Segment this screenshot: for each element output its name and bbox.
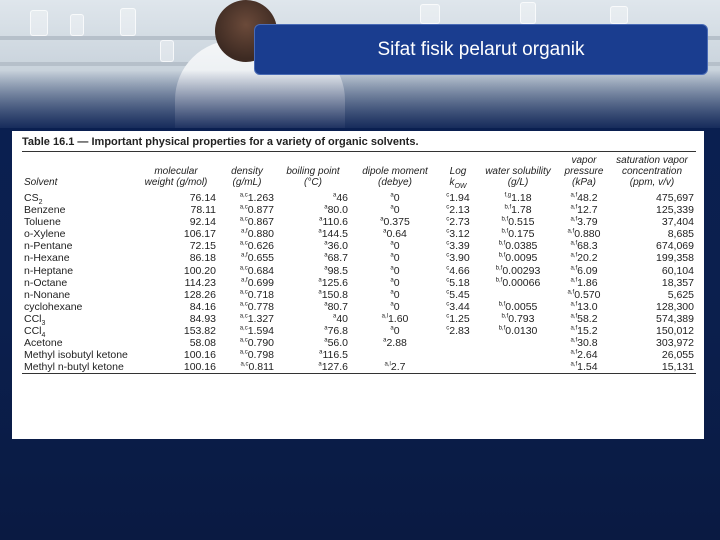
- cell-log-kow: $^c$2.73: [446, 216, 470, 229]
- cell-molecular-weight: 72.15: [189, 240, 216, 253]
- cell-saturation-vapor: 128,300: [656, 300, 694, 313]
- cell-molecular-weight: 76.14: [189, 192, 216, 204]
- cell-water-solubility: [476, 289, 560, 301]
- table-row: [22, 277, 696, 289]
- col-header-log-kow: Log $k_{OW}$: [449, 166, 467, 190]
- cell-dipole-moment: $^a$0.64: [383, 228, 407, 241]
- cell-boiling-point: $^a$110.6: [319, 216, 348, 229]
- table-row: [22, 216, 696, 228]
- cell-solvent: o-Xylene: [24, 228, 66, 241]
- cell-boiling-point: $^a$36.0: [324, 240, 348, 253]
- cell-solvent: Benzene: [24, 204, 66, 217]
- col-header-water-solubility: water solubility (g/L): [485, 166, 551, 188]
- cell-molecular-weight: 106.17: [183, 228, 216, 241]
- solvent-table: [22, 152, 696, 373]
- cell-dipole-moment: $^a$0.375: [380, 216, 410, 229]
- table-row: [22, 265, 696, 277]
- cell-water-solubility: $^{b,f}$0.0385: [498, 240, 538, 253]
- cell-log-kow: $^c$4.66: [446, 264, 470, 277]
- cell-log-kow: $^c$5.45: [446, 288, 470, 301]
- col-header-dipole-moment: dipole moment (debye): [362, 166, 428, 188]
- cell-vapor-pressure: $^{a,f}$2.64: [570, 349, 598, 362]
- cell-log-kow: [440, 361, 476, 373]
- cell-molecular-weight: 100.16: [183, 349, 216, 362]
- col-header-saturation-vapor: saturation vapor concentration (ppm, v/v): [616, 155, 688, 188]
- cell-density: $^{a,c}$0.718: [239, 288, 274, 301]
- cell-water-solubility: $^{b,f}$0.00066: [495, 276, 541, 289]
- cell-molecular-weight: 78.11: [190, 204, 216, 217]
- cell-log-kow: $^c$1.25: [446, 312, 470, 325]
- cell-density: $^{a,c}$1.263: [239, 192, 274, 204]
- cell-molecular-weight: 58.08: [189, 337, 216, 350]
- col-header-molecular-weight: molecular weight (g/mol): [144, 166, 208, 188]
- cell-molecular-weight: 100.20: [183, 264, 216, 277]
- col-header-solvent: Solvent: [24, 177, 58, 188]
- cell-density: $^{a,c}$0.811: [240, 361, 274, 374]
- cell-vapor-pressure: $^{a,f}$0.570: [567, 288, 601, 301]
- cell-dipole-moment: $^a$0: [390, 240, 400, 253]
- cell-dipole-moment: $^a$0: [390, 288, 400, 301]
- col-header-vapor-pressure: vapor pressure (kPa): [564, 155, 604, 188]
- table-figure: [12, 131, 704, 439]
- table-row: [22, 361, 696, 373]
- cell-vapor-pressure: $^{a,f}$20.2: [570, 252, 598, 265]
- cell-density: $^{a,f}$0.880: [241, 228, 274, 241]
- cell-saturation-vapor: 674,069: [656, 240, 694, 253]
- cell-vapor-pressure: $^{a,f}$48.2: [570, 192, 598, 204]
- lab-bottle: [520, 2, 536, 24]
- cell-log-kow: $^c$3.90: [446, 252, 470, 265]
- cell-boiling-point: $^a$68.7: [324, 252, 348, 265]
- cell-log-kow: $^c$5.18: [446, 276, 470, 289]
- cell-vapor-pressure: $^{a,f}$30.8: [570, 337, 598, 350]
- cell-water-solubility: $^{f,g}$1.18: [504, 192, 532, 204]
- table-row: [22, 289, 696, 301]
- cell-density: $^{a,c}$0.867: [239, 216, 274, 229]
- cell-vapor-pressure: $^{a,f}$1.86: [570, 276, 598, 289]
- cell-saturation-vapor: 26,055: [661, 349, 694, 362]
- cell-solvent: Acetone: [24, 337, 63, 350]
- cell-molecular-weight: 153.82: [183, 325, 216, 338]
- cell-water-solubility: $^{b,f}$0.515: [501, 216, 535, 229]
- cell-log-kow: $^c$3.44: [446, 300, 470, 313]
- photo-fade: [0, 70, 720, 128]
- table-body: [22, 192, 696, 373]
- cell-solvent: n-Heptane: [24, 264, 74, 277]
- cell-density: $^{a,c}$0.798: [239, 349, 274, 362]
- lab-bottle: [70, 14, 84, 36]
- col-header-boiling-point: boiling point (°C): [286, 166, 340, 188]
- cell-water-solubility: $^{b,f}$0.0130: [498, 325, 538, 338]
- cell-log-kow: $^c$3.39: [446, 240, 470, 253]
- cell-boiling-point: $^a$80.7: [324, 300, 348, 313]
- lab-bottle: [610, 6, 628, 24]
- slide-lower-area: [0, 440, 720, 540]
- cell-solvent: CCl$_3$: [24, 312, 46, 328]
- cell-molecular-weight: 128.26: [183, 288, 216, 301]
- lab-bottle: [120, 8, 136, 36]
- cell-dipole-moment: $^a$0: [390, 325, 400, 338]
- cell-boiling-point: $^a$40: [332, 312, 348, 325]
- cell-log-kow: $^c$3.12: [446, 228, 470, 241]
- cell-vapor-pressure: $^{a,f}$15.2: [570, 325, 598, 338]
- table-row: [22, 349, 696, 361]
- cell-solvent: n-Pentane: [24, 240, 73, 253]
- cell-water-solubility: $^{b,f}$0.0095: [498, 252, 538, 265]
- cell-solvent: Toluene: [24, 216, 61, 229]
- table-row: [22, 240, 696, 252]
- cell-molecular-weight: 100.16: [183, 361, 216, 374]
- cell-boiling-point: $^a$125.6: [318, 276, 348, 289]
- cell-density: $^{a,c}$0.684: [239, 264, 274, 277]
- cell-saturation-vapor: 60,104: [661, 264, 694, 277]
- lab-bottle: [30, 10, 48, 36]
- cell-saturation-vapor: 574,389: [656, 312, 694, 325]
- cell-boiling-point: $^a$98.5: [324, 264, 348, 277]
- cell-boiling-point: $^a$144.5: [318, 228, 348, 241]
- cell-density: $^{a,c}$1.327: [239, 312, 274, 325]
- table-caption: Table 16.1 — Important physical properties for a variety of organic solvents.: [22, 136, 419, 148]
- cell-log-kow: $^c$2.83: [446, 325, 470, 338]
- cell-molecular-weight: 92.14: [189, 216, 216, 229]
- cell-vapor-pressure: $^{a,f}$0.880: [567, 228, 601, 241]
- cell-density: $^{a,c}$1.594: [239, 325, 274, 338]
- cell-density: $^{a,c}$0.626: [239, 240, 274, 253]
- table-row: [22, 252, 696, 264]
- cell-vapor-pressure: $^{a,f}$68.3: [570, 240, 598, 253]
- cell-solvent: n-Octane: [24, 276, 68, 289]
- cell-molecular-weight: 114.23: [184, 276, 216, 289]
- cell-dipole-moment: $^a$0: [390, 300, 400, 313]
- cell-dipole-moment: $^a$0: [390, 192, 400, 204]
- table-rule-bottom: [22, 373, 696, 374]
- cell-density: $^{a,c}$0.877: [239, 204, 274, 217]
- cell-saturation-vapor: 475,697: [656, 192, 694, 204]
- lab-bottle: [160, 40, 174, 62]
- cell-saturation-vapor: 150,012: [656, 325, 694, 338]
- slide-title: Sifat fisik pelarut organik: [377, 38, 585, 60]
- cell-density: $^{a,c}$0.790: [239, 337, 274, 350]
- cell-solvent: CCl$_4$: [24, 325, 46, 340]
- title-box: [254, 24, 708, 75]
- cell-water-solubility: $^{b,f}$0.793: [501, 312, 535, 325]
- cell-boiling-point: $^a$46: [332, 192, 348, 204]
- cell-saturation-vapor: 37,404: [661, 216, 694, 229]
- cell-solvent: $CS_2$: [24, 192, 43, 207]
- col-header-density: density (g/mL): [231, 166, 263, 188]
- cell-saturation-vapor: 199,358: [656, 252, 694, 265]
- cell-vapor-pressure: $^{a,f}$6.09: [570, 264, 598, 277]
- cell-solvent: Methyl isobutyl ketone: [24, 349, 128, 362]
- cell-log-kow: $^c$2.13: [446, 204, 470, 217]
- cell-dipole-moment: $^a$0: [390, 204, 400, 217]
- cell-saturation-vapor: 15,131: [661, 361, 694, 374]
- cell-boiling-point: $^a$127.6: [318, 361, 348, 374]
- table-row: [22, 204, 696, 216]
- cell-log-kow: [440, 349, 476, 361]
- table-row: [22, 325, 696, 337]
- table-row: [22, 301, 696, 313]
- cell-water-solubility: $^{b,f}$1.78: [504, 204, 532, 217]
- table-row: [22, 313, 696, 325]
- cell-solvent: Methyl n-butyl ketone: [24, 361, 124, 374]
- cell-dipole-moment: [350, 349, 440, 361]
- cell-saturation-vapor: 8,685: [667, 228, 694, 241]
- cell-log-kow: $^c$1.94: [446, 192, 470, 204]
- cell-boiling-point: $^a$76.8: [324, 325, 348, 338]
- cell-saturation-vapor: 5,625: [667, 288, 694, 301]
- cell-vapor-pressure: $^{a,f}$58.2: [570, 312, 598, 325]
- cell-dipole-moment: $^{a,l}$1.60: [381, 312, 409, 325]
- cell-boiling-point: $^a$150.8: [318, 288, 348, 301]
- table-header-row: [22, 152, 696, 192]
- cell-solvent: cyclohexane: [24, 300, 83, 313]
- cell-vapor-pressure: $^{a,f}$3.79: [570, 216, 598, 229]
- cell-log-kow: [440, 337, 476, 349]
- cell-water-solubility: [476, 349, 560, 361]
- cell-water-solubility: [476, 337, 560, 349]
- cell-vapor-pressure: $^{a,f}$1.54: [570, 361, 598, 374]
- cell-vapor-pressure: $^{a,f}$13.0: [570, 300, 598, 313]
- cell-boiling-point: $^a$116.5: [319, 349, 348, 362]
- table-row: [22, 228, 696, 240]
- cell-dipole-moment: $^a$0: [390, 252, 400, 265]
- table-row: [22, 337, 696, 349]
- cell-water-solubility: $^{b,f}$0.175: [501, 228, 535, 241]
- cell-boiling-point: $^a$56.0: [324, 337, 348, 350]
- cell-saturation-vapor: 125,339: [656, 204, 694, 217]
- cell-dipole-moment: $^a$2.88: [383, 337, 407, 350]
- lab-bottle: [420, 4, 440, 24]
- cell-molecular-weight: 84.16: [189, 300, 216, 313]
- cell-boiling-point: $^a$80.0: [324, 204, 348, 217]
- cell-saturation-vapor: 18,357: [661, 276, 694, 289]
- cell-solvent: n-Nonane: [24, 288, 71, 301]
- cell-vapor-pressure: $^{a,f}$12.7: [570, 204, 598, 217]
- cell-water-solubility: $^{b,f}$0.00293: [495, 264, 541, 277]
- cell-molecular-weight: 86.18: [189, 252, 216, 265]
- cell-water-solubility: [476, 361, 560, 373]
- cell-water-solubility: $^{b,f}$0.0055: [498, 300, 538, 313]
- cell-dipole-moment: $^a$0: [390, 276, 400, 289]
- cell-density: $^{a,f}$0.699: [241, 276, 274, 289]
- table-row: [22, 192, 696, 204]
- cell-solvent: n-Hexane: [24, 252, 70, 265]
- cell-density: $^{a,c}$0.778: [239, 300, 274, 313]
- cell-dipole-moment: $^a$0: [390, 264, 400, 277]
- cell-density: $^{a,f}$0.655: [241, 252, 274, 265]
- cell-dipole-moment: $^{a,l}$2.7: [384, 361, 406, 374]
- cell-molecular-weight: 84.93: [189, 312, 216, 325]
- cell-saturation-vapor: 303,972: [656, 337, 694, 350]
